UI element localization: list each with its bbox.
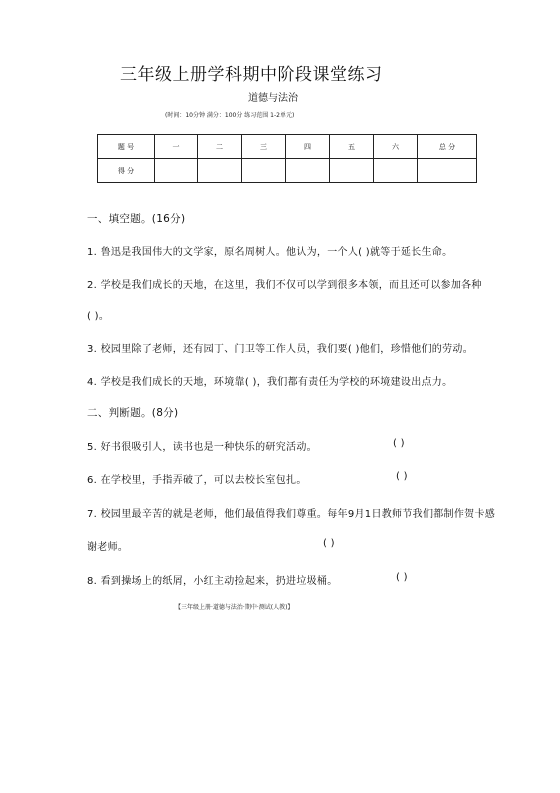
question-2-line-2: ( )。: [87, 311, 110, 322]
table-cell: 四: [286, 135, 330, 159]
question-8: 8. 看到操场上的纸屑，小红主动捡起来，扔进垃圾桶。: [87, 576, 338, 587]
table-cell: 一: [155, 135, 198, 159]
answer-parens-8[interactable]: ( ): [396, 572, 408, 583]
score-input-cell[interactable]: [155, 159, 198, 183]
question-1: 1. 鲁迅是我国伟大的文学家，原名周树人。他认为，一个人( )就等于延长生命。: [87, 247, 453, 258]
table-row: [98, 159, 477, 183]
page-footer: 【三年级上册·道德与法治·期中·测试(人教)】: [175, 604, 294, 611]
table-cell: 五: [330, 135, 374, 159]
score-input-cell[interactable]: [418, 159, 477, 183]
question-2-line-1: 2. 学校是我们成长的天地，在这里，我们不仅可以学到很多本领，而且还可以参加各种: [87, 280, 482, 291]
section-heading-true-false: 二、判断题。(8分): [87, 407, 179, 419]
question-6: 6. 在学校里，手指弄破了，可以去校长室包扎。: [87, 475, 307, 486]
page-title: 三年级上册学科期中阶段课堂练习: [120, 65, 383, 85]
exam-meta: (时间：10分钟 满分：100分 练习范围 1-2单元): [165, 112, 295, 119]
score-input-cell[interactable]: [330, 159, 374, 183]
answer-parens-7[interactable]: ( ): [323, 538, 335, 549]
score-input-cell[interactable]: [198, 159, 242, 183]
answer-parens-5[interactable]: ( ): [393, 438, 405, 449]
score-input-cell[interactable]: [286, 159, 330, 183]
table-cell: 得 分: [98, 159, 155, 183]
score-table: [97, 134, 477, 183]
table-cell: 二: [198, 135, 242, 159]
question-4: 4. 学校是我们成长的天地，环境靠( )，我们都有责任为学校的环境建设出点力。: [87, 377, 453, 388]
question-5: 5. 好书很吸引人，读书也是一种快乐的研究活动。: [87, 442, 317, 453]
section-heading-fill-blank: 一、填空题。(16分): [87, 213, 186, 225]
question-7-line-1: 7. 校园里最辛苦的就是老师，他们最值得我们尊重。每年9月1日教师节我们都制作贺卡感: [87, 509, 496, 520]
table-cell: 三: [242, 135, 286, 159]
table-cell: 总 分: [418, 135, 477, 159]
table-cell: 题 号: [98, 135, 155, 159]
score-input-cell[interactable]: [242, 159, 286, 183]
table-row: [98, 135, 477, 159]
table-cell: 六: [374, 135, 418, 159]
question-7-line-2: 谢老师。: [87, 542, 129, 553]
question-3: 3. 校园里除了老师，还有园丁、门卫等工作人员，我们要( )他们，珍惜他们的劳动。: [87, 344, 474, 355]
answer-parens-6[interactable]: ( ): [396, 471, 408, 482]
subject-label: 道德与法治: [248, 93, 298, 104]
score-input-cell[interactable]: [374, 159, 418, 183]
